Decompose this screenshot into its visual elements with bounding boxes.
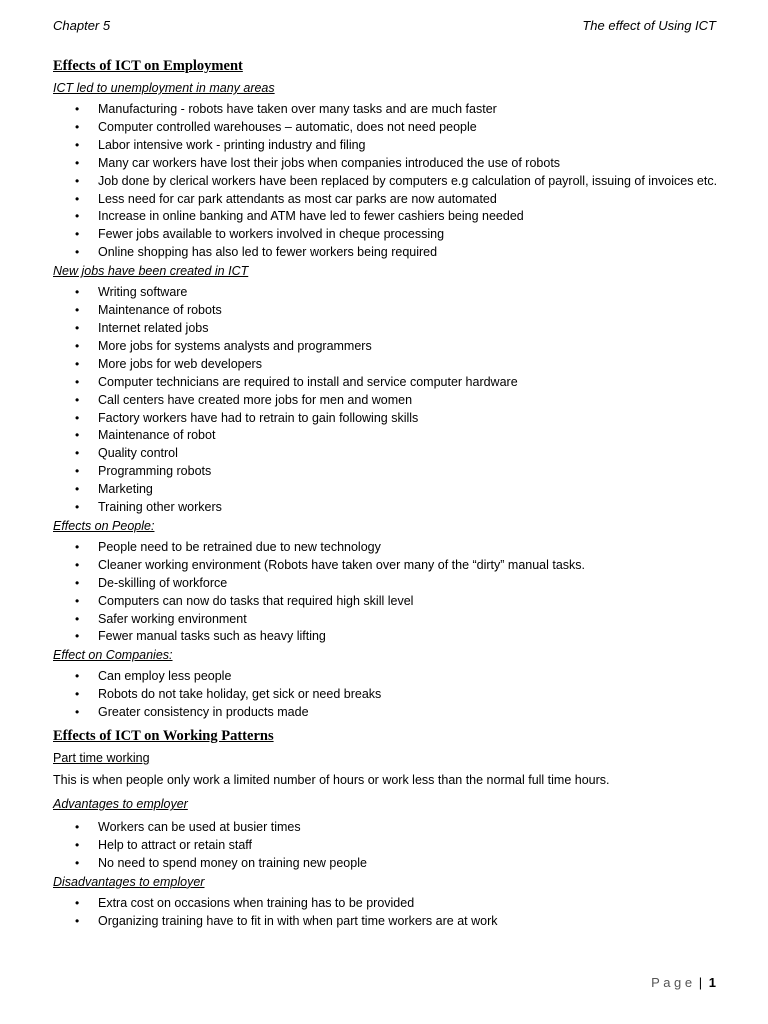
list-item [53, 463, 723, 481]
list-item-text: More jobs for web developers [98, 356, 262, 371]
bullet-icon: • [75, 575, 80, 590]
unemployment-list [53, 101, 723, 262]
bullet-icon: • [75, 669, 80, 684]
bullet-icon: • [75, 392, 80, 407]
list-item-text: Factory workers have had to retrain to gain following skills [98, 410, 419, 425]
list-item-text: Robots do not take holiday, get sick or need breaks [98, 687, 382, 702]
bullet-icon: • [75, 191, 80, 206]
bullet-icon: • [75, 539, 80, 554]
list-item [53, 208, 723, 226]
section-title-working-patterns: Effects of ICT on Working Patterns [53, 728, 274, 745]
effect-on-companies-list [53, 668, 723, 722]
list-item [53, 837, 723, 855]
list-item [53, 913, 723, 931]
bullet-icon: • [75, 285, 80, 300]
bullet-icon: • [75, 303, 80, 318]
bullet-icon: • [75, 245, 80, 260]
bullet-icon: • [75, 611, 80, 626]
list-item [53, 819, 723, 837]
list-item-text: Organizing training have to fit in with when part time workers are at work [98, 913, 498, 928]
subheading-part-time: Part time working [53, 751, 150, 766]
list-item-text: Maintenance of robot [98, 428, 216, 443]
list-item-text: Job done by clerical workers have been replaced by computers e.g calculation of payroll, issuing of invoices etc. [98, 173, 718, 188]
list-item-text: Online shopping has also led to fewer workers being required [98, 245, 438, 260]
list-item [53, 668, 723, 686]
list-item-text: Cleaner working environment (Robots have taken over many of the “dirty” manual tasks. [98, 557, 586, 572]
page-label: P a g e [651, 975, 693, 990]
list-item-text: Extra cost on occasions when training has to be provided [98, 895, 415, 910]
bullet-icon: • [75, 895, 80, 910]
list-item [53, 119, 723, 137]
bullet-icon: • [75, 687, 80, 702]
list-item [53, 284, 723, 302]
list-item-text: Can employ less people [98, 669, 232, 684]
subheading-effects-on-people: Effects on People: [53, 518, 155, 533]
list-item-text: Computer controlled warehouses – automatic, does not need people [98, 119, 477, 134]
bullet-icon: • [75, 820, 80, 835]
disadvantages-list [53, 895, 723, 931]
list-item [53, 557, 723, 575]
list-item [53, 338, 723, 356]
bullet-icon: • [75, 227, 80, 242]
list-item-text: Marketing [98, 482, 153, 497]
list-item [53, 320, 723, 338]
list-item [53, 445, 723, 463]
bullet-icon: • [75, 102, 80, 116]
list-item [53, 226, 723, 244]
list-item [53, 593, 723, 611]
list-item-text: Less need for car park attendants as most car parks are now automated [98, 191, 497, 206]
list-item [53, 704, 723, 722]
list-item [53, 137, 723, 155]
list-item-text: Internet related jobs [98, 320, 209, 335]
bullet-icon: • [75, 482, 80, 497]
subheading-disadvantages: Disadvantages to employer [53, 874, 205, 889]
list-item [53, 855, 723, 873]
bullet-icon: • [75, 356, 80, 371]
list-item-text: Manufacturing - robots have taken over many tasks and are much faster [98, 102, 497, 116]
list-item-text: Many car workers have lost their jobs when companies introduced the use of robots [98, 155, 561, 170]
page-number: 1 [708, 975, 716, 990]
list-item [53, 101, 723, 119]
list-item [53, 895, 723, 913]
list-item [53, 392, 723, 410]
list-item-text: Labor intensive work - printing industry and filing [98, 137, 366, 152]
subheading-new-jobs: New jobs have been created in ICT [53, 264, 249, 279]
list-item [53, 410, 723, 428]
list-item [53, 244, 723, 262]
list-item-text: Help to attract or retain staff [98, 838, 253, 852]
advantages-list [53, 819, 723, 873]
bullet-icon: • [75, 137, 80, 152]
page-separator: | [698, 975, 703, 990]
bullet-icon: • [75, 629, 80, 644]
bullet-icon: • [75, 209, 80, 224]
page-footer [651, 975, 716, 990]
section-title-employment: Effects of ICT on Employment [53, 58, 243, 74]
list-item [53, 191, 723, 209]
bullet-icon: • [75, 155, 80, 170]
list-item [53, 302, 723, 320]
list-item-text: Call centers have created more jobs for men and women [98, 392, 413, 407]
list-item [53, 686, 723, 704]
new-jobs-list [53, 284, 723, 517]
bullet-icon: • [75, 913, 80, 928]
chapter-header: Chapter 5 [53, 18, 111, 33]
list-item-text: People need to be retrained due to new technology [98, 539, 381, 554]
bullet-icon: • [75, 410, 80, 425]
list-item [53, 575, 723, 593]
list-item-text: Safer working environment [98, 611, 247, 626]
list-item [53, 427, 723, 445]
list-item [53, 356, 723, 374]
list-item-text: Maintenance of robots [98, 303, 222, 318]
subheading-effect-on-companies: Effect on Companies: [53, 648, 173, 663]
bullet-icon: • [75, 705, 80, 720]
bullet-icon: • [75, 446, 80, 461]
list-item-text: More jobs for systems analysts and programmers [98, 338, 372, 353]
bullet-icon: • [75, 338, 80, 353]
list-item-text: No need to spend money on training new people [98, 855, 367, 870]
bullet-icon: • [75, 374, 80, 389]
list-item-text: Programming robots [98, 464, 212, 479]
bullet-icon: • [75, 500, 80, 515]
document-body [53, 56, 723, 931]
bullet-icon: • [75, 855, 80, 870]
effects-on-people-list [53, 539, 723, 646]
list-item-text: Writing software [98, 285, 188, 300]
list-item-text: Computers can now do tasks that required high skill level [98, 593, 414, 608]
bullet-icon: • [75, 593, 80, 608]
list-item [53, 499, 723, 517]
list-item [53, 628, 723, 646]
bullet-icon: • [75, 838, 80, 852]
list-item [53, 173, 723, 191]
list-item [53, 155, 723, 173]
list-item-text: Computer technicians are required to install and service computer hardware [98, 374, 518, 389]
bullet-icon: • [75, 557, 80, 572]
bullet-icon: • [75, 173, 80, 188]
bullet-icon: • [75, 119, 80, 134]
bullet-icon: • [75, 428, 80, 443]
list-item-text: Fewer manual tasks such as heavy lifting [98, 629, 326, 644]
list-item-text: Greater consistency in products made [98, 705, 309, 720]
part-time-description: This is when people only work a limited number of hours or work less than the normal full time hours. [53, 773, 610, 788]
list-item [53, 611, 723, 629]
list-item [53, 374, 723, 392]
bullet-icon: • [75, 320, 80, 335]
list-item-text: Quality control [98, 446, 178, 461]
bullet-icon: • [75, 464, 80, 479]
document-title-header: The effect of Using ICT [582, 18, 716, 33]
list-item [53, 481, 723, 499]
subheading-advantages: Advantages to employer [53, 797, 188, 812]
list-item-text: De-skilling of workforce [98, 575, 228, 590]
list-item [53, 539, 723, 557]
list-item-text: Increase in online banking and ATM have led to fewer cashiers being needed [98, 209, 524, 224]
subheading-unemployment: ICT led to unemployment in many areas [53, 81, 275, 95]
list-item-text: Fewer jobs available to workers involved in cheque processing [98, 227, 445, 242]
list-item-text: Training other workers [98, 500, 222, 515]
list-item-text: Workers can be used at busier times [98, 820, 301, 835]
